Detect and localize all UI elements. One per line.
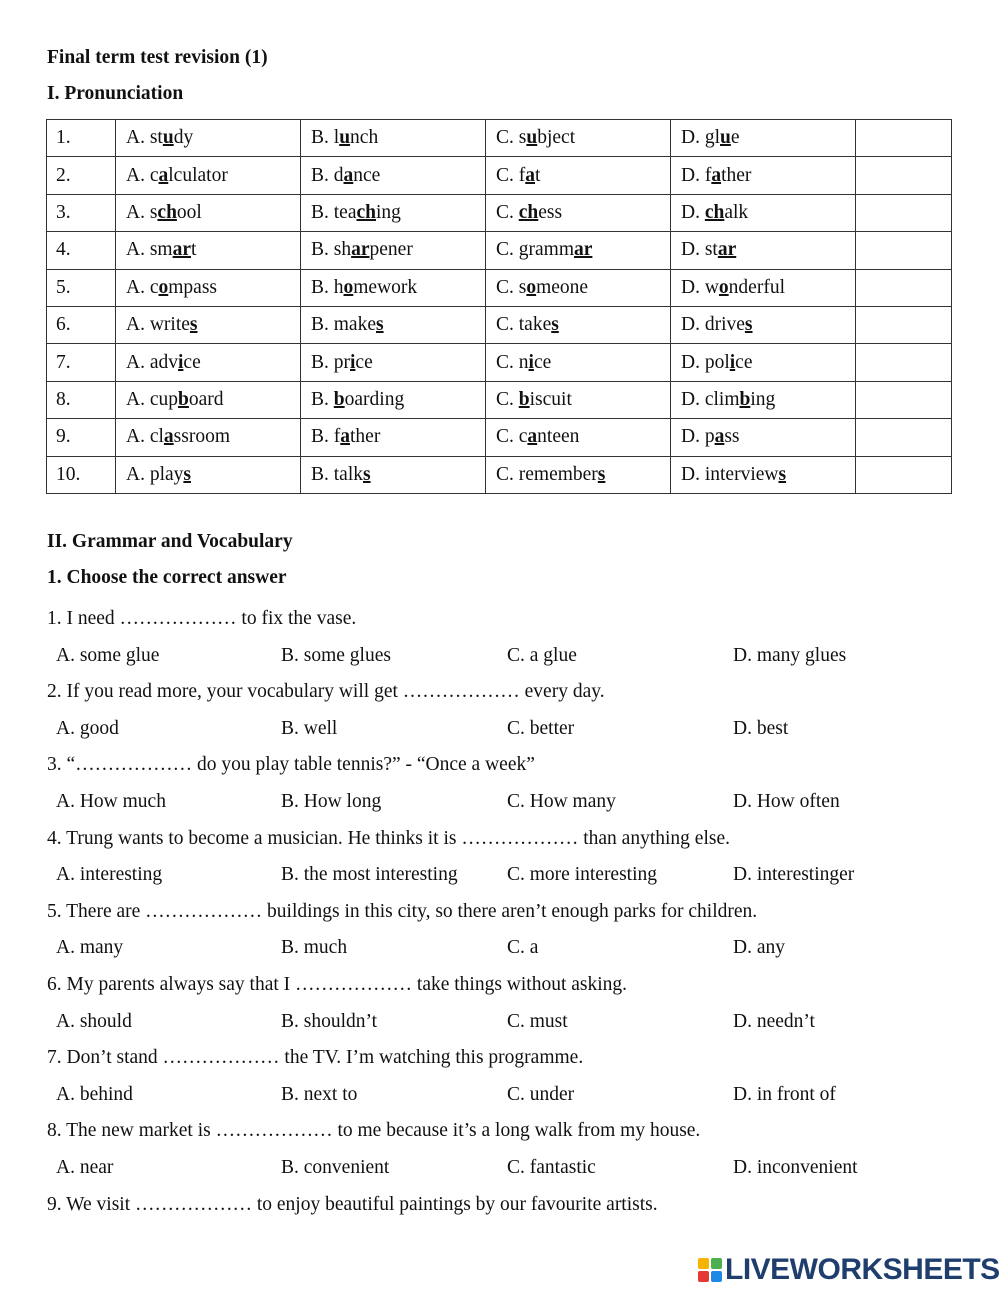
underlined-sound: a — [525, 164, 535, 186]
option-text: D. w — [681, 276, 719, 298]
row-number: 6. — [47, 306, 116, 343]
option-text: nteen — [537, 426, 580, 448]
option-text: ool — [176, 201, 202, 223]
pronunciation-option-d — [671, 381, 856, 418]
answer-option-c[interactable]: C. How many — [507, 790, 616, 812]
underlined-sound: i — [350, 351, 356, 373]
question-text: 2. If you read more, your vocabulary will get ……………… every day. — [47, 681, 605, 703]
answer-option-b[interactable]: B. convenient — [281, 1156, 390, 1178]
option-text: A. cup — [126, 388, 178, 410]
option-text: D. p — [681, 426, 715, 448]
option-text: D. pol — [681, 351, 730, 373]
answer-option-c[interactable]: C. a — [507, 937, 539, 959]
answer-box[interactable] — [856, 269, 952, 306]
pronunciation-option-a — [116, 157, 301, 194]
pronunciation-row — [47, 344, 952, 381]
answer-option-c[interactable]: C. fantastic — [507, 1156, 596, 1178]
pronunciation-row — [47, 194, 952, 231]
row-number: 10. — [47, 456, 116, 493]
pronunciation-row — [47, 157, 952, 194]
answer-option-d[interactable]: D. needn’t — [733, 1010, 815, 1032]
row-number: 5. — [47, 269, 116, 306]
answer-options — [47, 784, 977, 821]
underlined-sound: b — [178, 388, 189, 410]
answer-option-d[interactable]: D. any — [733, 937, 785, 959]
underlined-sound: u — [720, 127, 731, 149]
answer-option-b[interactable]: B. well — [281, 717, 338, 739]
answer-option-b[interactable]: B. the most interesting — [281, 864, 458, 886]
underlined-sound: s — [778, 463, 787, 485]
pronunciation-row — [47, 120, 952, 157]
pronunciation-option-a — [116, 306, 301, 343]
option-text: ce — [355, 351, 373, 373]
row-number: 2. — [47, 157, 116, 194]
pronunciation-option-b — [301, 269, 486, 306]
option-text: B. make — [311, 314, 376, 336]
pronunciation-option-d — [671, 194, 856, 231]
underlined-sound: s — [375, 314, 384, 336]
answer-box[interactable] — [856, 381, 952, 418]
liveworksheets-logo — [698, 1253, 1000, 1287]
question-text: 7. Don’t stand ……………… the TV. I’m watching this programme. — [47, 1047, 584, 1069]
pronunciation-row — [47, 419, 952, 456]
answer-box[interactable] — [856, 456, 952, 493]
pronunciation-option-b — [301, 232, 486, 269]
answer-option-c[interactable]: C. under — [507, 1083, 575, 1105]
option-text: A. write — [126, 314, 190, 336]
section-heading-pronunciation: I. Pronunciation — [47, 83, 184, 104]
option-text: A. cl — [126, 426, 164, 448]
row-number: 9. — [47, 419, 116, 456]
option-text: B. talk — [311, 463, 363, 485]
answer-box[interactable] — [856, 120, 952, 157]
row-number: 1. — [47, 120, 116, 157]
option-text: D. clim — [681, 388, 740, 410]
option-text: D. — [681, 201, 705, 223]
pronunciation-row — [47, 306, 952, 343]
answer-option-b[interactable]: B. shouldn’t — [281, 1010, 378, 1032]
underlined-sound: u — [339, 127, 351, 149]
pronunciation-option-a — [116, 232, 301, 269]
pronunciation-option-a — [116, 120, 301, 157]
underlined-sound: b — [333, 388, 345, 410]
row-number: 7. — [47, 344, 116, 381]
pronunciation-option-d — [671, 344, 856, 381]
option-text: C. s — [496, 127, 527, 149]
option-text: nce — [353, 164, 381, 186]
underlined-sound: ar — [574, 239, 593, 261]
logo-text: LIVEWORKSHEETS — [725, 1253, 1000, 1286]
pronunciation-option-a — [116, 344, 301, 381]
answer-option-d[interactable]: D. best — [733, 717, 789, 739]
underlined-sound: ch — [518, 201, 539, 223]
question-list — [47, 601, 977, 1223]
underlined-sound: a — [714, 426, 725, 448]
underlined-sound: ch — [704, 201, 725, 223]
option-text: C. — [496, 201, 519, 223]
underlined-sound: a — [340, 426, 350, 448]
option-text: B. f — [311, 426, 341, 448]
option-text: e — [730, 127, 740, 149]
answer-option-b[interactable]: B. How long — [281, 790, 382, 812]
pronunciation-row — [47, 269, 952, 306]
pronunciation-option-d — [671, 269, 856, 306]
logo-icon — [698, 1258, 722, 1282]
answer-option-a[interactable]: A. should — [56, 1010, 132, 1032]
option-text: ing — [750, 388, 776, 410]
answer-box[interactable] — [856, 306, 952, 343]
option-text: mework — [353, 276, 418, 298]
option-text: C. — [496, 388, 519, 410]
pronunciation-option-c — [486, 157, 671, 194]
pronunciation-option-a — [116, 381, 301, 418]
option-text: ther — [721, 164, 752, 186]
pronunciation-option-d — [671, 456, 856, 493]
option-text: A. c — [126, 276, 159, 298]
option-text: A. s — [126, 201, 158, 223]
answer-box[interactable] — [856, 194, 952, 231]
underlined-sound: s — [597, 463, 606, 485]
option-text: B. pr — [311, 351, 350, 373]
option-text: D. st — [681, 239, 718, 261]
answer-option-a[interactable]: A. interesting — [56, 864, 163, 886]
pronunciation-option-b — [301, 381, 486, 418]
option-text: D. drive — [681, 314, 745, 336]
option-text: nderful — [728, 276, 785, 298]
underlined-sound: ch — [356, 201, 376, 223]
question-text: 9. We visit ……………… to enjoy beautiful paintings by our favourite artists. — [47, 1193, 658, 1215]
option-text: B. — [311, 388, 334, 410]
option-text: ssroom — [173, 426, 230, 448]
option-text: dy — [173, 127, 194, 149]
pronunciation-option-b — [301, 194, 486, 231]
option-text: t — [535, 164, 541, 186]
option-text: C. f — [496, 164, 526, 186]
option-text: C. take — [496, 314, 552, 336]
answer-option-c[interactable]: C. a glue — [507, 644, 577, 666]
row-number: 4. — [47, 232, 116, 269]
pronunciation-row — [47, 456, 952, 493]
pronunciation-option-a — [116, 456, 301, 493]
page-title: Final term test revision (1) — [47, 47, 268, 68]
answer-option-a[interactable]: A. some glue — [56, 644, 160, 666]
underlined-sound: o — [158, 276, 169, 298]
pronunciation-option-a — [116, 269, 301, 306]
answer-option-a[interactable]: A. behind — [56, 1083, 133, 1105]
underlined-sound: s — [189, 314, 198, 336]
question-text: 4. Trung wants to become a musician. He thinks it is ……………… than anything else. — [47, 827, 730, 849]
option-text: ce — [533, 351, 552, 373]
underlined-sound: a — [343, 164, 354, 186]
pronunciation-option-c — [486, 381, 671, 418]
pronunciation-option-c — [486, 232, 671, 269]
pronunciation-option-c — [486, 194, 671, 231]
option-text: D. gl — [681, 127, 720, 149]
option-text: D. f — [681, 164, 712, 186]
pronunciation-option-c — [486, 306, 671, 343]
pronunciation-row — [47, 381, 952, 418]
pronunciation-option-c — [486, 120, 671, 157]
answer-option-c[interactable]: C. more interesting — [507, 864, 658, 886]
pronunciation-option-b — [301, 306, 486, 343]
answer-option-d[interactable]: D. interestinger — [733, 864, 855, 886]
option-text: B. h — [311, 276, 344, 298]
option-text: oarding — [344, 388, 405, 410]
option-text: A. st — [126, 127, 163, 149]
option-text: t — [191, 239, 197, 261]
underlined-sound: o — [718, 276, 729, 298]
option-text: bject — [537, 127, 576, 149]
underlined-sound: o — [343, 276, 354, 298]
option-text: C. gramm — [496, 239, 574, 261]
answer-box[interactable] — [856, 419, 952, 456]
pronunciation-option-d — [671, 157, 856, 194]
answer-option-a[interactable]: A. many — [56, 937, 124, 959]
answer-options — [47, 1150, 977, 1187]
option-text: C. s — [496, 276, 527, 298]
answer-options — [47, 930, 977, 967]
answer-option-a[interactable]: A. good — [56, 717, 119, 739]
option-text: A. sm — [126, 239, 173, 261]
option-text: A. adv — [126, 351, 178, 373]
subsection-heading-choose: 1. Choose the correct answer — [47, 567, 287, 588]
pronunciation-option-b — [301, 157, 486, 194]
option-text: ce — [183, 351, 201, 373]
option-text: meone — [536, 276, 589, 298]
underlined-sound: a — [711, 164, 722, 186]
underlined-sound: b — [739, 388, 751, 410]
pronunciation-option-a — [116, 194, 301, 231]
option-text: nch — [350, 127, 379, 149]
answer-option-b[interactable]: B. much — [281, 937, 348, 959]
option-text: alk — [724, 201, 749, 223]
option-text: B. l — [311, 127, 340, 149]
answer-options — [47, 857, 977, 894]
answer-option-a[interactable]: A. How much — [56, 790, 166, 812]
answer-options — [47, 711, 977, 748]
underlined-sound: b — [518, 388, 530, 410]
option-text: ess — [538, 201, 563, 223]
answer-options — [47, 1077, 977, 1114]
answer-option-a[interactable]: A. near — [56, 1156, 114, 1178]
underlined-sound: s — [363, 463, 371, 485]
pronunciation-table — [46, 119, 952, 494]
answer-box[interactable] — [856, 232, 952, 269]
question-text: 1. I need ……………… to fix the vase. — [47, 608, 357, 629]
option-text: B. sh — [311, 239, 352, 261]
pronunciation-option-c — [486, 456, 671, 493]
answer-options — [47, 638, 977, 675]
option-text: oard — [188, 388, 224, 410]
answer-option-d[interactable]: D. in front of — [733, 1083, 836, 1105]
question-text: 6. My parents always say that I ……………… take things without asking. — [47, 973, 628, 995]
pronunciation-option-b — [301, 120, 486, 157]
option-text: iscuit — [529, 388, 572, 410]
pronunciation-option-b — [301, 456, 486, 493]
answer-option-b[interactable]: B. some glues — [281, 644, 391, 666]
underlined-sound: ar — [717, 239, 737, 261]
option-text: pener — [369, 239, 413, 261]
underlined-sound: ar — [172, 239, 191, 261]
pronunciation-option-d — [671, 120, 856, 157]
option-text: A. play — [126, 463, 184, 485]
option-text: mpass — [168, 276, 217, 298]
underlined-sound: a — [527, 426, 538, 448]
underlined-sound: s — [551, 314, 559, 336]
section-heading-grammar: II. Grammar and Vocabulary — [47, 531, 293, 552]
pronunciation-row — [47, 232, 952, 269]
underlined-sound: u — [162, 127, 174, 149]
option-text: lculator — [168, 164, 228, 186]
answer-option-c[interactable]: C. must — [507, 1010, 568, 1032]
underlined-sound: i — [528, 351, 534, 373]
answer-option-b[interactable]: B. next to — [281, 1083, 358, 1105]
pronunciation-option-c — [486, 419, 671, 456]
pronunciation-option-a — [116, 419, 301, 456]
answer-options — [47, 1004, 977, 1041]
underlined-sound: a — [163, 426, 174, 448]
answer-option-d[interactable]: D. How often — [733, 790, 840, 812]
option-text: B. tea — [311, 201, 357, 223]
option-text: D. interview — [681, 463, 779, 485]
underlined-sound: o — [526, 276, 537, 298]
question-text: 3. “……………… do you play table tennis?” - “Once a week” — [47, 754, 535, 776]
underlined-sound: i — [729, 351, 736, 373]
answer-option-d[interactable]: D. many glues — [733, 644, 847, 666]
answer-option-d[interactable]: D. inconvenient — [733, 1156, 858, 1178]
row-number: 3. — [47, 194, 116, 231]
option-text: C. c — [496, 426, 528, 448]
underlined-sound: u — [526, 127, 538, 149]
option-text: A. c — [126, 164, 159, 186]
option-text: C. remember — [496, 463, 598, 485]
underlined-sound: i — [178, 351, 184, 373]
option-text: C. n — [496, 351, 529, 373]
pronunciation-option-d — [671, 232, 856, 269]
pronunciation-option-c — [486, 269, 671, 306]
pronunciation-option-b — [301, 344, 486, 381]
question-text: 5. There are ……………… buildings in this city, so there aren’t enough parks for children. — [47, 900, 758, 922]
row-number: 8. — [47, 381, 116, 418]
option-text: ss — [724, 426, 740, 448]
answer-option-c[interactable]: C. better — [507, 717, 575, 739]
underlined-sound: s — [744, 314, 753, 336]
answer-box[interactable] — [856, 157, 952, 194]
option-text: ther — [350, 426, 381, 448]
pronunciation-option-d — [671, 306, 856, 343]
pronunciation-option-c — [486, 344, 671, 381]
underlined-sound: a — [158, 164, 169, 186]
underlined-sound: s — [183, 463, 191, 485]
pronunciation-option-d — [671, 419, 856, 456]
underlined-sound: ar — [351, 239, 370, 261]
option-text: ing — [375, 201, 401, 223]
answer-box[interactable] — [856, 344, 952, 381]
option-text: ce — [735, 351, 753, 373]
option-text: B. d — [311, 164, 344, 186]
pronunciation-option-b — [301, 419, 486, 456]
underlined-sound: ch — [157, 201, 177, 223]
question-text: 8. The new market is ……………… to me because it’s a long walk from my house. — [47, 1120, 701, 1142]
